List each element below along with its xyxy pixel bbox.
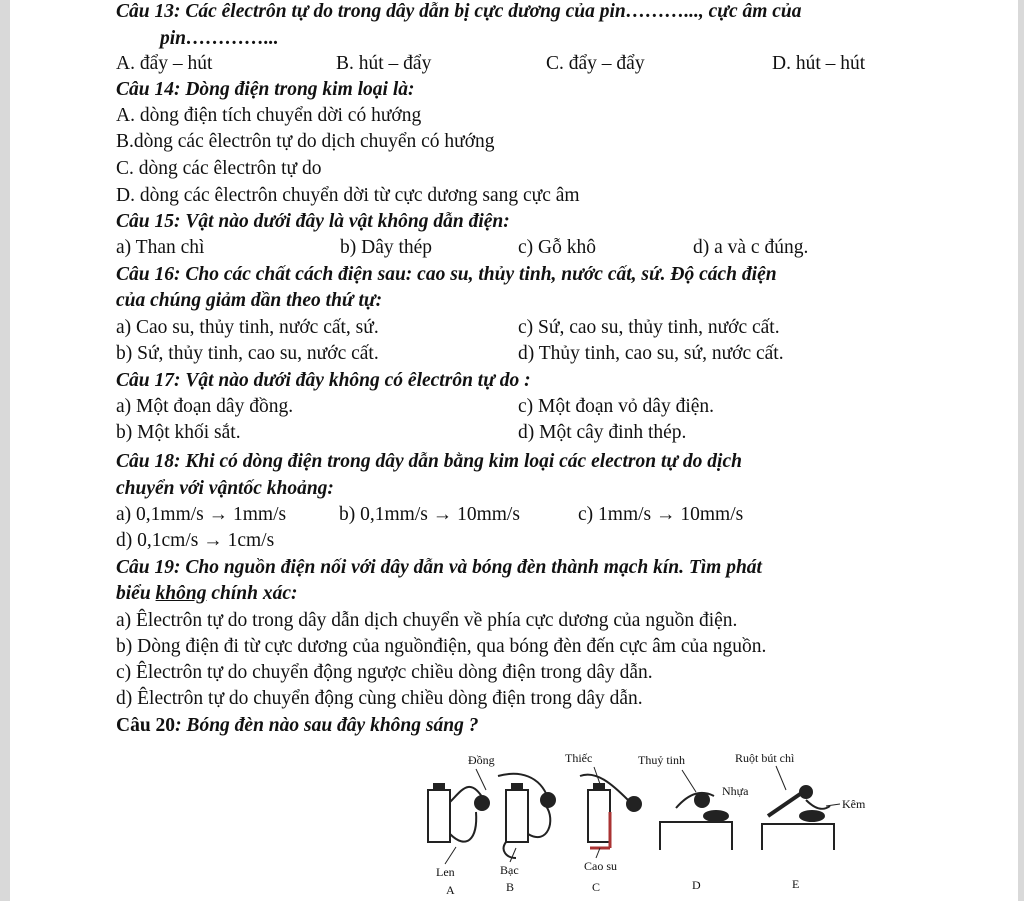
q20-title-pre: Câu 20 [116, 715, 176, 736]
q15-option-c: c) Gỗ khô [518, 237, 596, 258]
q13-option-b: B. hút – đẩy [336, 53, 432, 74]
figure-letters [446, 877, 799, 897]
circuit-d [660, 770, 732, 850]
circuit-c [580, 767, 641, 858]
letter-d: D [692, 878, 701, 892]
q14-option-b: B.dòng các êlectrôn tự do dịch chuyển có hướng [116, 131, 495, 152]
q14-option-d: D. dòng các êlectrôn chuyển dời từ cực dương sang cực âm [116, 185, 580, 206]
label-thiec: Thiếc [565, 751, 593, 765]
q19-option-a: a) Êlectrôn tự do trong dây dẫn dịch chuyển về phía cực dương của nguồn điện. [116, 610, 738, 631]
q16-option-d: d) Thủy tinh, cao su, sứ, nước cất. [518, 343, 784, 364]
circuit-a [428, 769, 489, 864]
q19-line1: Câu 19: Cho nguồn điện nối với dây dẫn và bóng đèn thành mạch kín. Tìm phát [116, 557, 762, 578]
letter-b: B [506, 880, 515, 894]
label-thuy-tinh: Thuỷ tinh [638, 753, 685, 767]
q16-line2: của chúng giảm dần theo thứ tự: [116, 290, 383, 311]
q19-option-b: b) Dòng điện đi từ cực dương của nguồnđiện, qua bóng đèn đến cực âm của nguồn. [116, 636, 767, 657]
q15-title: Câu 15: Vật nào dưới đây là vật không dẫn điện: [116, 211, 510, 232]
label-cao-su: Cao su [584, 859, 617, 873]
label-dong: Đồng [468, 753, 495, 767]
circuit-e [762, 766, 840, 850]
circuit-b [498, 774, 555, 862]
q19-option-d: d) Êlectrôn tự do chuyển động cùng chiều dòng điện trong dây dẫn. [116, 688, 643, 709]
q16-option-a: a) Cao su, thủy tinh, nước cất, sứ. [116, 317, 379, 338]
q19-option-c: c) Êlectrôn tự do chuyển động ngược chiều dòng điện trong dây dẫn. [116, 662, 653, 683]
q15-option-b: b) Dây thép [340, 237, 433, 258]
q13-option-d: D. hút – hút [772, 53, 866, 74]
label-nhua: Nhựa [722, 784, 749, 798]
q20-title-post: : Bóng đèn nào sau đây không sáng ? [175, 715, 479, 736]
letter-a: A [446, 883, 455, 897]
q13-option-c: C. đẩy – đẩy [546, 53, 645, 74]
q18-line1: Câu 18: Khi có dòng điện trong dây dẫn bằng kim loại các electron tự do dịch [116, 451, 742, 472]
q19-line2-underlined: không [155, 583, 207, 604]
q17-title: Câu 17: Vật nào dưới đây không có êlectrôn tự do : [116, 370, 531, 391]
q16-option-b: b) Sứ, thủy tinh, cao su, nước cất. [116, 343, 379, 364]
q18-line2: chuyển với vậntốc khoảng: [116, 478, 334, 499]
q13-line2: pin…………... [160, 28, 279, 49]
q17-option-c: c) Một đoạn vỏ dây điện. [518, 396, 715, 417]
label-len: Len [436, 865, 455, 879]
q13-line1: Câu 13: Các êlectrôn tự do trong dây dẫn bị cực dương của pin………..., cực âm của [116, 1, 802, 22]
q15-option-d: d) a và c đúng. [693, 237, 809, 258]
letter-c: C [592, 880, 601, 894]
letter-e: E [792, 877, 800, 891]
q18-option-b: b) 0,1mm/s → 10mm/s [339, 504, 520, 525]
q17-option-b: b) Một khối sắt. [116, 422, 241, 443]
q14-title: Câu 14: Dòng điện trong kim loại là: [116, 79, 415, 100]
q16-line1: Câu 16: Cho các chất cách điện sau: cao su, thủy tinh, nước cất, sứ. Độ cách điện [116, 264, 777, 285]
q14-option-a: A. dòng điện tích chuyển dời có hướng [116, 105, 422, 126]
label-kem: Kêm [842, 797, 866, 811]
q16-option-c: c) Sứ, cao su, thủy tinh, nước cất. [518, 317, 780, 338]
q15-option-a: a) Than chì [116, 237, 205, 258]
q17-option-d: d) Một cây đinh thép. [518, 422, 687, 443]
q18-option-c: c) 1mm/s → 10mm/s [578, 504, 744, 525]
q18-option-a: a) 0,1mm/s → 1mm/s [116, 504, 287, 525]
q14-option-c: C. dòng các êlectrôn tự do [116, 158, 322, 179]
q18-option-d: d) 0,1cm/s → 1cm/s [116, 530, 275, 551]
label-ruot-but-chi: Ruột bút chì [735, 751, 795, 765]
q19-line2-post: chính xác: [206, 583, 298, 604]
q19-line2-pre: biểu [116, 583, 156, 604]
q13-option-a: A. đẩy – hút [116, 53, 213, 74]
q17-option-a: a) Một đoạn dây đồng. [116, 396, 294, 417]
label-bac: Bạc [500, 863, 519, 877]
